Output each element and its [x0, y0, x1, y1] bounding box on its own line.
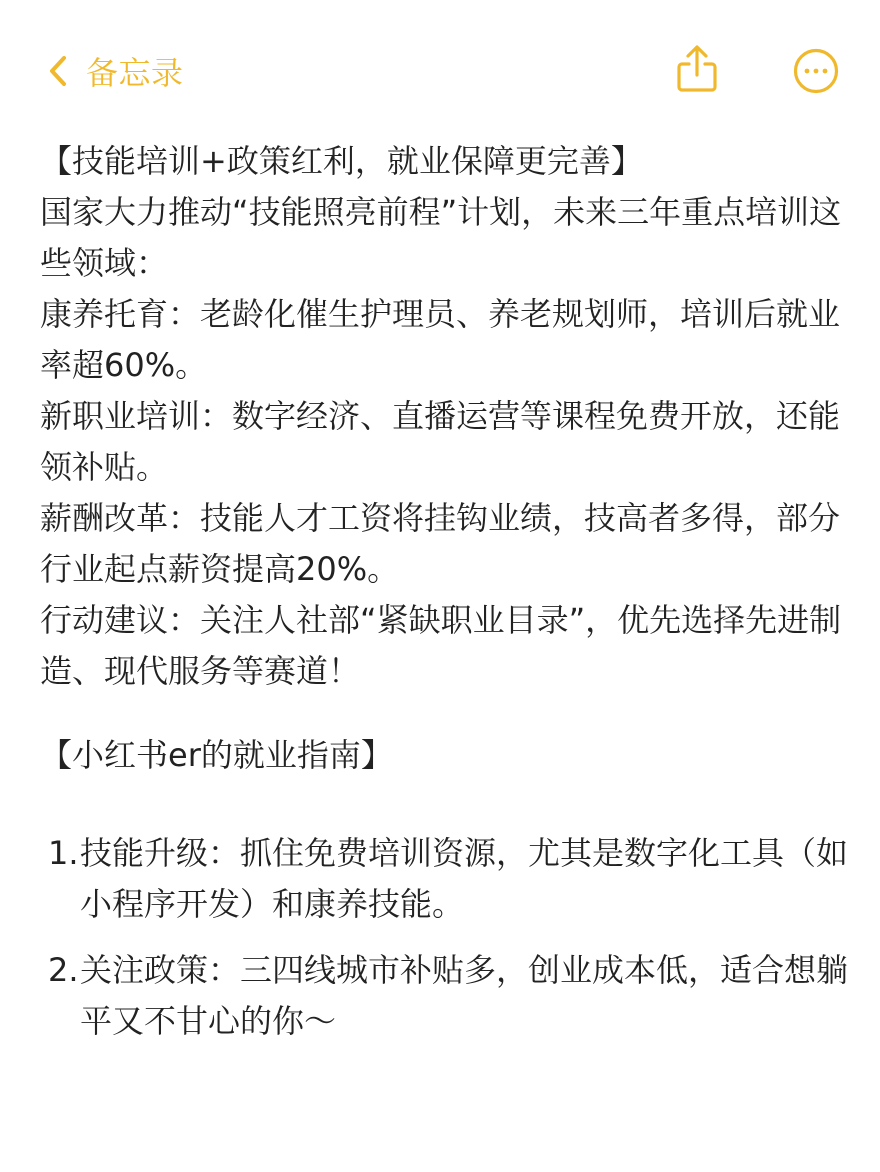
chevron-left-icon	[48, 54, 68, 88]
share-button[interactable]	[674, 44, 720, 94]
list-item	[40, 945, 850, 1047]
back-label: 备忘录	[86, 54, 184, 92]
guide-title: 【小红书er的就业指南】	[40, 736, 393, 774]
list-item-text: 技能升级：抓住免费培训资源，尤其是数字化工具（如小程序开发）和康养技能。	[80, 834, 849, 923]
note-body[interactable]	[40, 136, 850, 1062]
note-point: 行动建议：关注人社部“紧缺职业目录”，优先选择先进制造、现代服务等赛道！	[40, 601, 842, 690]
back-button[interactable]	[48, 46, 184, 96]
more-button[interactable]	[793, 48, 839, 94]
list-item-number: 1.	[48, 834, 79, 872]
list-item	[40, 828, 850, 930]
note-title: 【技能培训+政策红利，就业保障更完善】	[40, 142, 643, 180]
note-intro: 国家大力推动“技能照亮前程”计划，未来三年重点培训这些领域：	[40, 193, 842, 282]
note-point: 薪酬改革：技能人才工资将挂钩业绩，技高者多得，部分行业起点薪资提高20%。	[40, 499, 841, 588]
note-point: 新职业培训：数字经济、直播运营等课程免费开放，还能领补贴。	[40, 397, 841, 486]
list-item-text: 关注政策：三四线城市补贴多，创业成本低，适合想躺平又不甘心的你～	[80, 951, 849, 1040]
navigation-bar	[0, 0, 880, 140]
list-item-number: 2.	[48, 951, 79, 989]
share-icon	[674, 79, 720, 98]
guide-steps-list	[40, 828, 850, 1047]
more-icon	[793, 79, 839, 98]
note-point: 康养托育：老龄化催生护理员、养老规划师，培训后就业率超60%。	[40, 295, 841, 384]
